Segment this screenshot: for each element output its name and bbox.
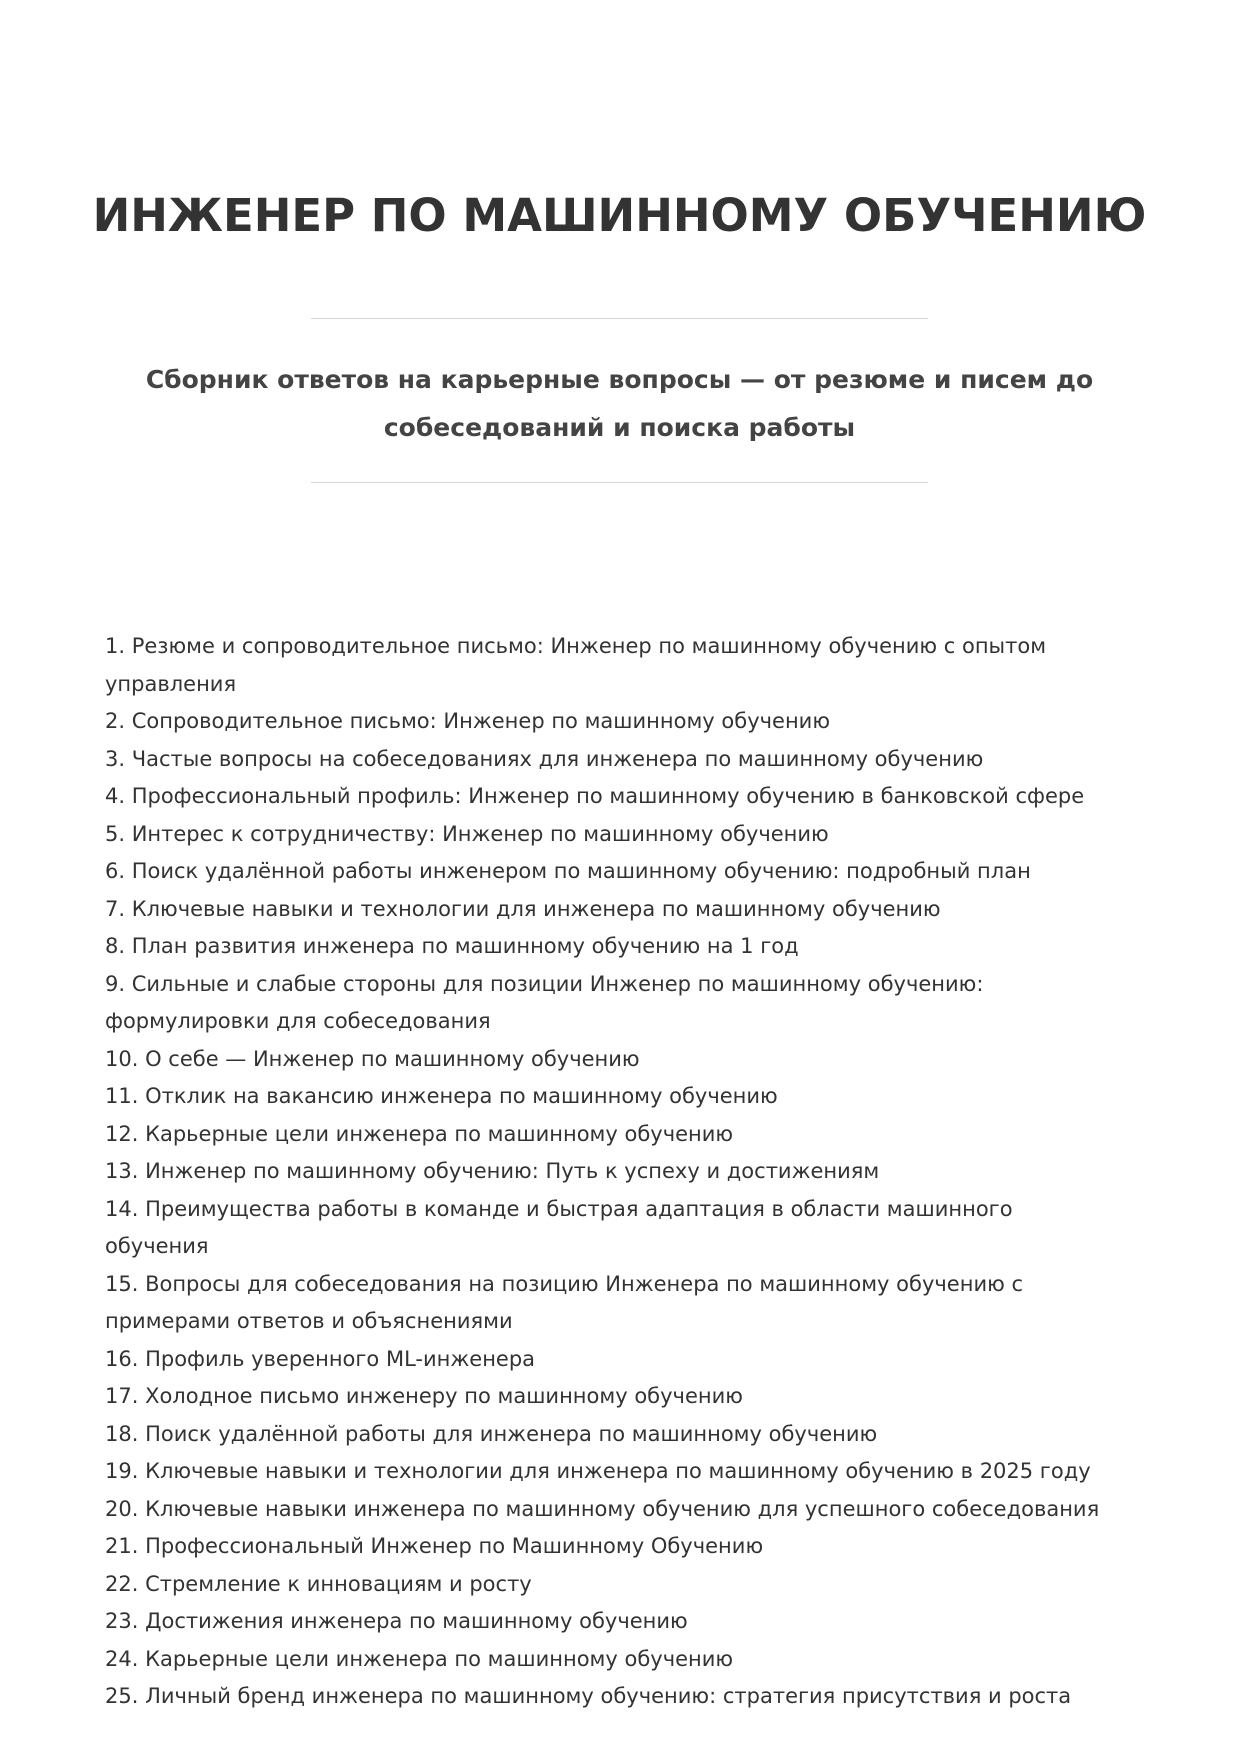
toc-item: 16. Профиль уверенного ML-инженера	[105, 1346, 536, 1371]
top-divider	[311, 318, 928, 319]
toc-item: 2. Сопроводительное письмо: Инженер по машинному обучению	[105, 709, 831, 733]
toc-item: 24. Карьерные цели инженера по машинному обучению	[105, 1646, 734, 1671]
toc-item: 17. Холодное письмо инженеру по машинному обучению	[105, 1384, 743, 1408]
toc-item: 23. Достижения инженера по машинному обучению	[105, 1609, 688, 1633]
toc-item: 22. Стремление к инновациям и росту	[105, 1571, 532, 1596]
toc-item: 21. Профессиональный Инженер по Машинному Обучению	[105, 1534, 764, 1558]
toc-item: 5. Интерес к сотрудничеству: Инженер по машинному обучению	[105, 821, 829, 846]
toc-item: 7. Ключевые навыки и технологии для инженера по машинному обучению	[105, 896, 941, 921]
toc-item: 14. Преимущества работы в команде и быстрая адаптация в области машинного обучения	[105, 1196, 1013, 1258]
document-title: ИНЖЕНЕР ПО МАШИННОМУ ОБУЧЕНИЮ	[92, 189, 1147, 242]
toc-item: 15. Вопросы для собеседования на позицию Инженера по машинному обучению с примерами ответов и объяснениями	[105, 1271, 1023, 1333]
toc-item: 25. Личный бренд инженера по машинному обучению: стратегия присутствия и роста	[105, 1684, 1072, 1708]
bottom-divider	[311, 482, 928, 483]
toc-item: 6. Поиск удалённой работы инженером по машинному обучению: подробный план	[105, 859, 1031, 883]
toc-item: 11. Отклик на вакансию инженера по машинному обучению	[105, 1084, 778, 1108]
toc-item: 3. Частые вопросы на собеседованиях для инженера по машинному обучению	[105, 746, 984, 771]
toc-item: 19. Ключевые навыки и технологии для инженера по машинному обучению в 2025 году	[105, 1459, 1091, 1483]
toc-item: 4. Профессиональный профиль: Инженер по машинному обучению в банковской сфере	[105, 784, 1085, 808]
toc-item: 12. Карьерные цели инженера по машинному обучению	[105, 1121, 734, 1146]
toc-item: 8. План развития инженера по машинному обучению на 1 год	[105, 934, 799, 958]
toc-item: 13. Инженер по машинному обучению: Путь к успеху и достижениям	[105, 1159, 880, 1183]
toc-item: 20. Ключевые навыки инженера по машинному обучению для успешного собеседования	[105, 1496, 1100, 1521]
toc-item: 10. О себе — Инженер по машинному обучению	[105, 1046, 640, 1071]
table-of-contents	[105, 628, 1115, 1716]
toc-item: 18. Поиск удалённой работы для инженера по машинному обучению	[105, 1421, 878, 1446]
toc-item: 9. Сильные и слабые стороны для позиции Инженер по машинному обучению: формулировки для собеседования	[105, 971, 984, 1033]
toc-item: 1. Резюме и сопроводительное письмо: Инженер по машинному обучению с опытом управления	[105, 634, 1047, 696]
document-subtitle: Сборник ответов на карьерные вопросы — от резюме и писем до собеседований и поиска работы	[145, 365, 1094, 442]
